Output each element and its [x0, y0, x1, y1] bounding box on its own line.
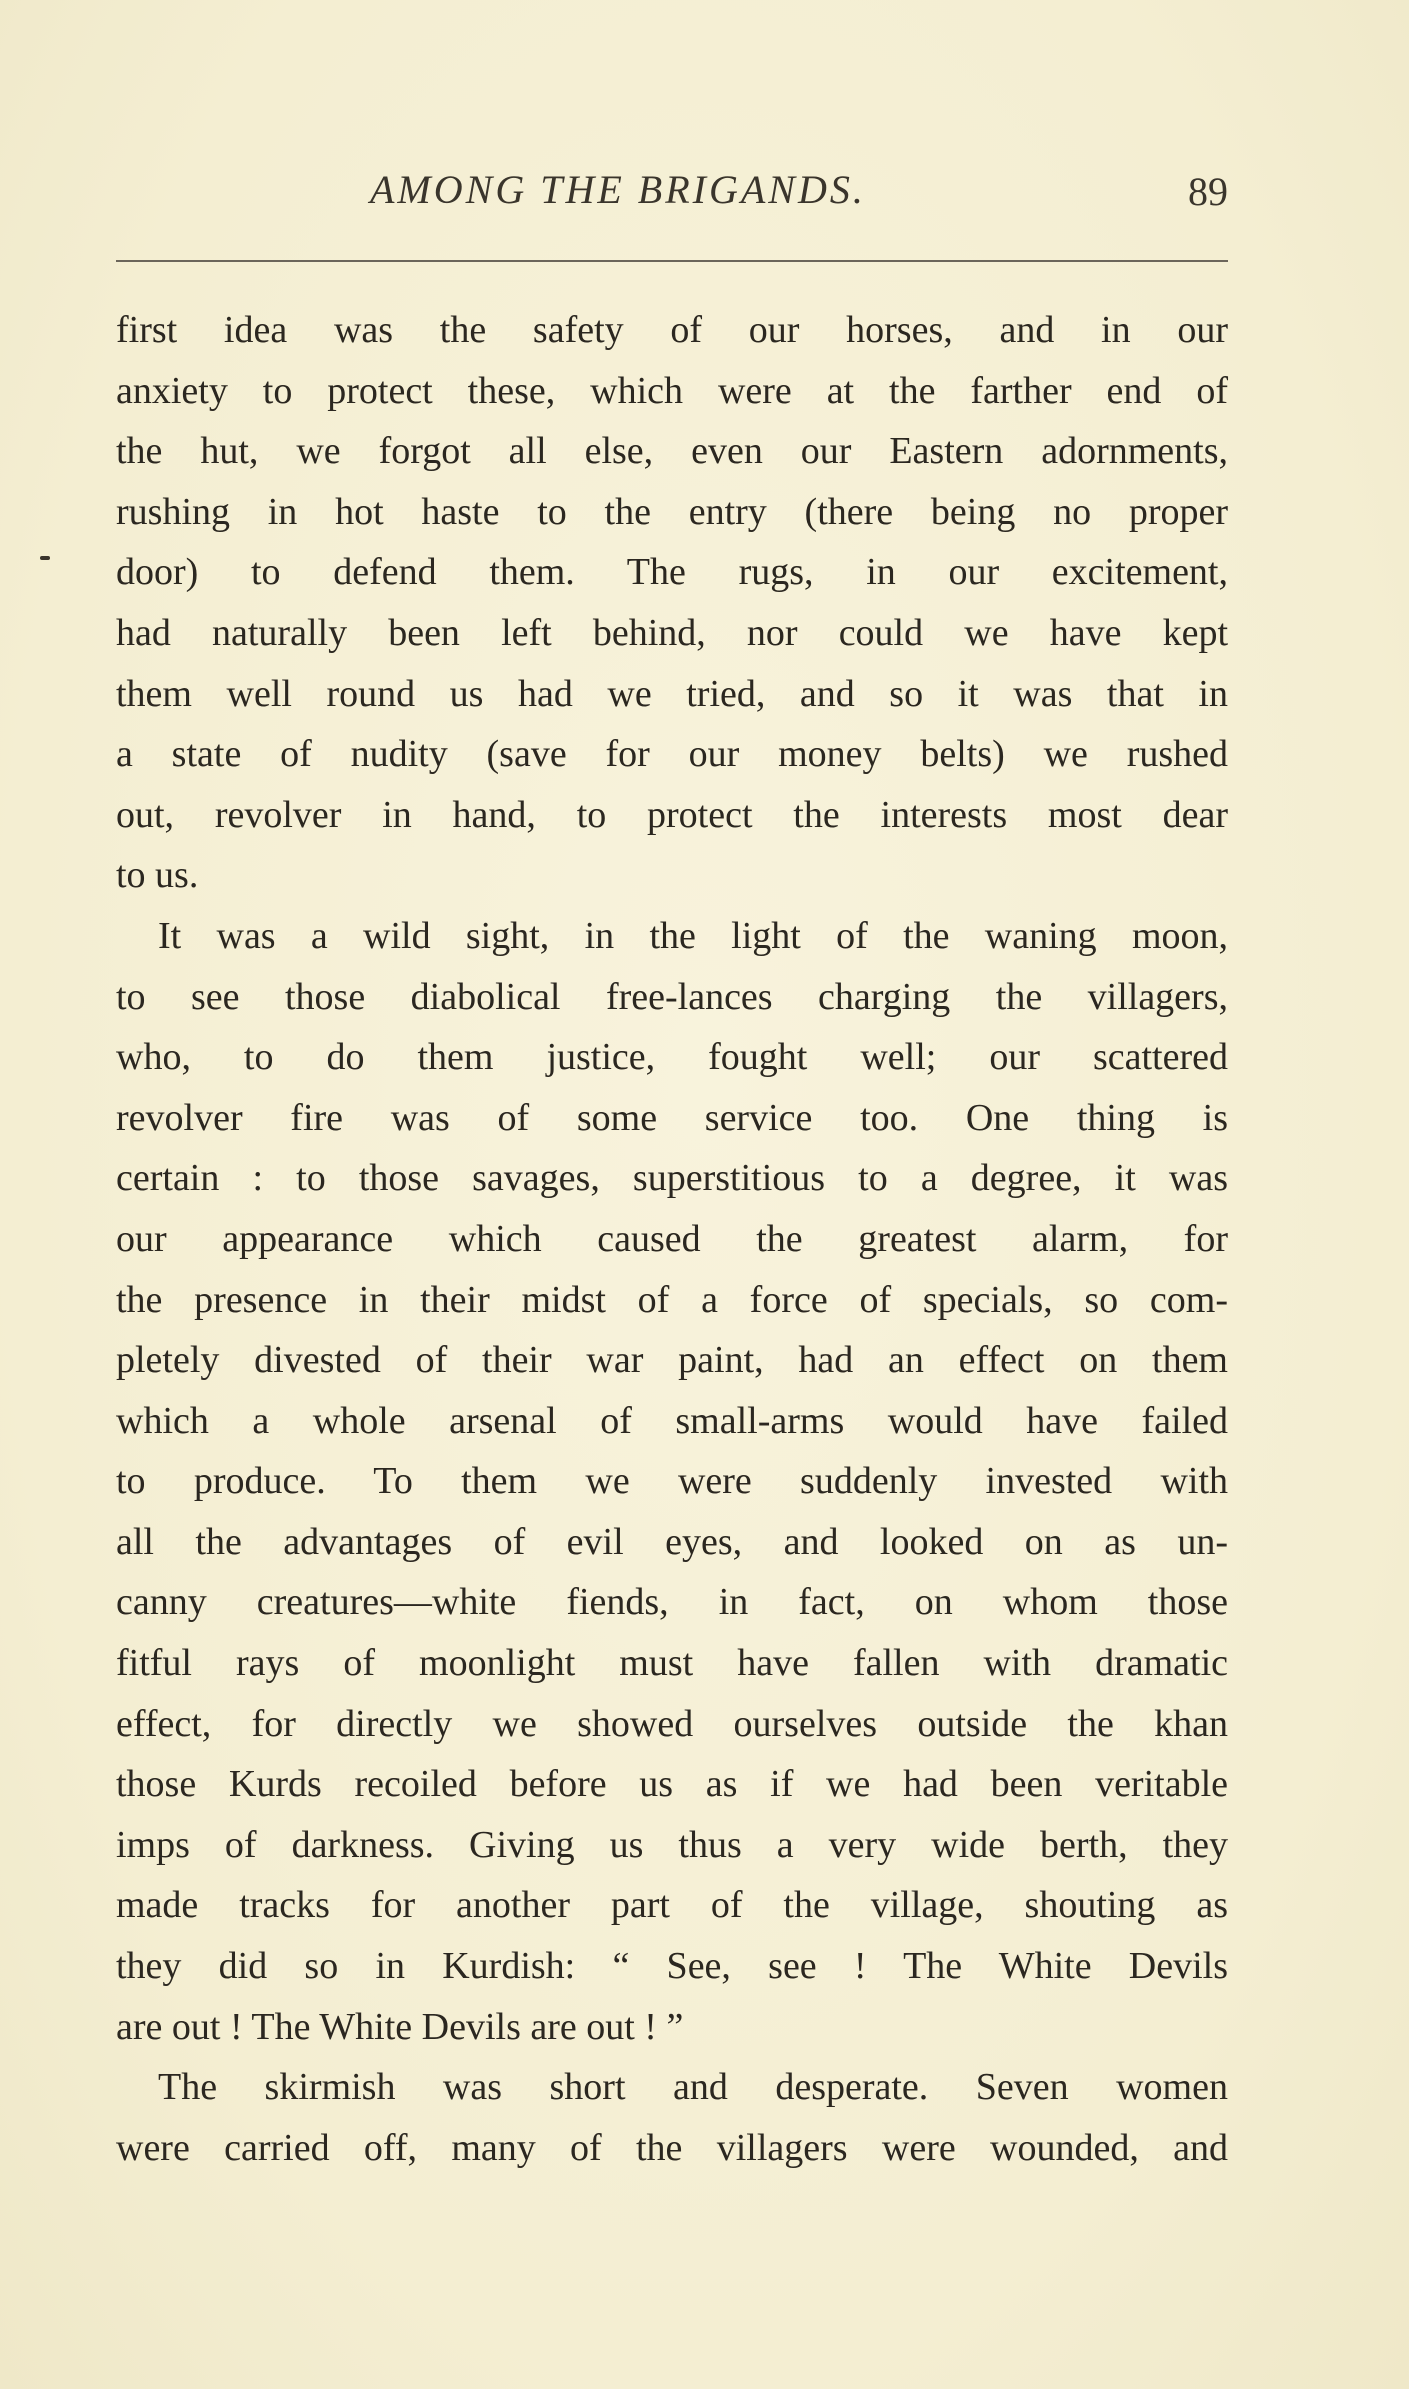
text-line: first idea was the safety of our horses, and in our: [116, 309, 1228, 351]
body-text: [116, 300, 1228, 2178]
text-line: to us.: [116, 854, 199, 897]
header-rule: [116, 260, 1228, 262]
text-line: were carried off, many of the villagers were wounded, and: [116, 2126, 1228, 2169]
text-line: those Kurds recoiled before us as if we had been veritable: [116, 1763, 1228, 1806]
text-line: The skirmish was short and desperate. Seven women: [158, 2066, 1228, 2109]
text-line: out, revolver in hand, to protect the interests most dear: [116, 793, 1228, 836]
text-line: to see those diabolical free-lances charging the villagers,: [116, 975, 1228, 1018]
text-line: It was a wild sight, in the light of the waning moon,: [158, 914, 1228, 957]
text-line: anxiety to protect these, which were at the farther end of: [116, 369, 1228, 412]
running-title: AMONG THE BRIGANDS.: [370, 167, 866, 212]
text-line: to produce. To them we were suddenly invested with: [116, 1460, 1228, 1503]
text-line: which a whole arsenal of small-arms would have failed: [116, 1399, 1228, 1442]
margin-mark: [40, 556, 50, 560]
text-line: rushing in hot haste to the entry (there being no proper: [116, 490, 1228, 533]
text-line: them well round us had we tried, and so it was that in: [116, 672, 1228, 715]
text-line: who, to do them justice, fought well; our scattered: [116, 1036, 1228, 1079]
text-line: had naturally been left behind, nor could we have kept: [116, 611, 1228, 654]
text-line: pletely divested of their war paint, had an effect on them: [116, 1339, 1228, 1382]
text-line: effect, for directly we showed ourselves outside the khan: [116, 1702, 1228, 1745]
text-line: a state of nudity (save for our money belts) we rushed: [116, 733, 1228, 776]
text-line: the hut, we forgot all else, even our Eastern adornments,: [116, 430, 1228, 473]
text-line: imps of darkness. Giving us thus a very wide berth, they: [116, 1823, 1228, 1866]
text-line: certain : to those savages, superstitious to a degree, it was: [116, 1157, 1228, 1200]
text-line: made tracks for another part of the village, shouting as: [116, 1884, 1228, 1927]
text-line: all the advantages of evil eyes, and looked on as un-: [116, 1520, 1228, 1563]
paragraph-3: [116, 2057, 1228, 2178]
text-line: our appearance which caused the greatest alarm, for: [116, 1217, 1228, 1260]
text-line: fitful rays of moonlight must have fallen with dramatic: [116, 1642, 1228, 1685]
page-number: 89: [1188, 169, 1228, 214]
text-line: the presence in their midst of a force of specials, so com-: [116, 1278, 1228, 1321]
text-line: they did so in Kurdish: “ See, see ! The White Devils: [116, 1945, 1228, 1988]
running-head: [0, 166, 1409, 226]
text-line: door) to defend them. The rugs, in our excitement,: [116, 551, 1228, 594]
paragraph-2: [116, 906, 1228, 2057]
paragraph-1: [116, 300, 1228, 906]
text-line: revolver fire was of some service too. One thing is: [116, 1096, 1228, 1139]
text-line: are out ! The White Devils are out ! ”: [116, 2005, 684, 2048]
text-line: canny creatures—white fiends, in fact, on whom those: [116, 1581, 1228, 1624]
